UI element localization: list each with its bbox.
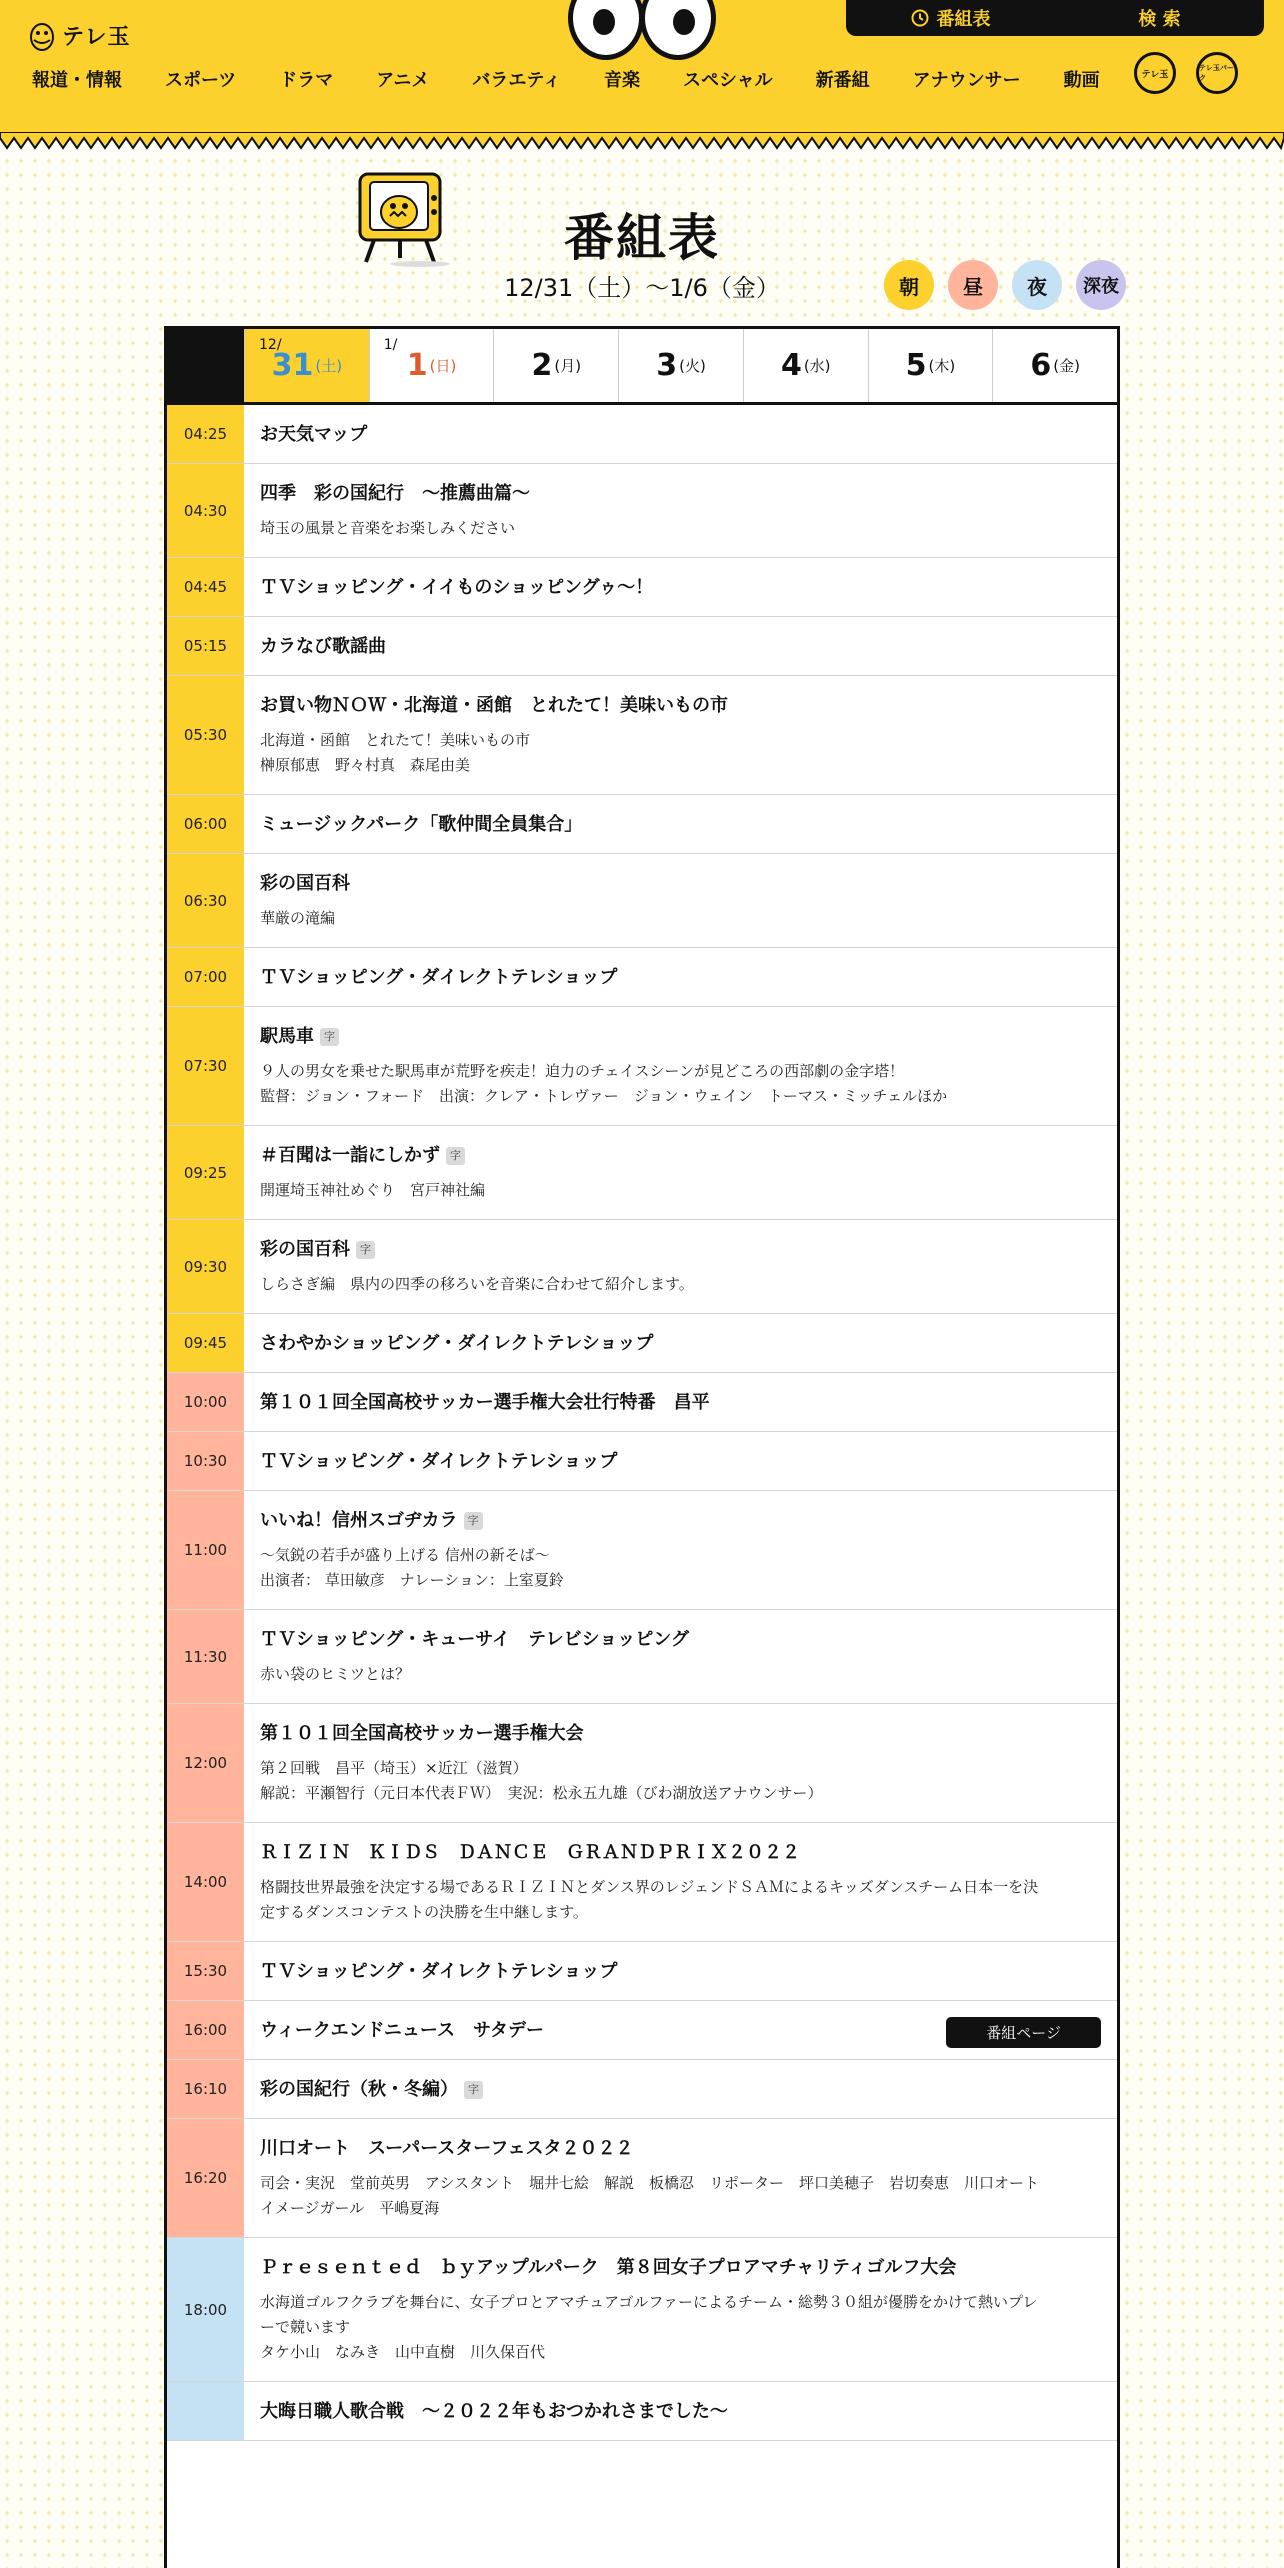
date-range: 12/31（土）〜1/6（金）: [504, 274, 780, 302]
program-row[interactable]: [167, 1432, 1117, 1491]
day-tab-month: 12/: [259, 337, 282, 353]
program-time: 04:25: [167, 405, 244, 463]
program-title[interactable]: ＴＶショッピング・ダイレクトテレショップ: [260, 1451, 618, 1472]
program-body: [244, 558, 1117, 616]
program-body: [244, 2238, 1117, 2381]
program-title-line: [260, 635, 1101, 659]
program-row[interactable]: [167, 1220, 1117, 1314]
program-time: 07:00: [167, 948, 244, 1006]
period-latenight-button[interactable]: 深夜: [1076, 260, 1126, 310]
program-description: しらさぎ編 県内の四季の移ろいを音楽に合わせて紹介します。: [260, 1275, 694, 1293]
program-body: [244, 795, 1117, 853]
program-body: [244, 1823, 1117, 1941]
search-link[interactable]: [1055, 5, 1264, 31]
program-title-line: [260, 694, 1101, 718]
nav-special[interactable]: スペシャル: [682, 70, 773, 91]
teletama-shop-icon[interactable]: テレ玉: [1134, 52, 1176, 94]
program-row[interactable]: [167, 1373, 1117, 1432]
header-icon-links: [1134, 52, 1238, 94]
day-tabs-corner: [167, 329, 244, 402]
program-description: 埼玉の風景と音楽をお楽しみください: [260, 519, 516, 537]
program-time: 18:00: [167, 2238, 244, 2381]
program-title-line: [260, 966, 1101, 990]
mascot-eyes: [568, 0, 712, 60]
program-description: 華厳の滝編: [260, 909, 336, 927]
subtitle-badge: 字: [446, 1147, 465, 1165]
program-title[interactable]: 第１０１回全国高校サッカー選手権大会壮行特番 昌平: [260, 1392, 710, 1413]
right-eye-icon: [640, 0, 716, 60]
program-title-line: [260, 2137, 1101, 2161]
program-title[interactable]: 川口オート スーパースターフェスタ２０２２: [260, 2138, 634, 2159]
program-row[interactable]: [167, 1610, 1117, 1704]
day-tab-date: 1: [406, 348, 428, 383]
nav-anime[interactable]: アニメ: [376, 70, 430, 91]
program-time: 06:30: [167, 854, 244, 947]
day-tab-weekday: (金): [1053, 357, 1080, 375]
program-title[interactable]: 彩の国百科: [260, 1239, 350, 1260]
period-evening-button[interactable]: 夜: [1012, 260, 1062, 310]
program-row[interactable]: [167, 854, 1117, 948]
program-row[interactable]: [167, 676, 1117, 795]
program-body: [244, 1942, 1117, 2000]
program-row[interactable]: [167, 2119, 1117, 2238]
nav-news[interactable]: 報道・情報: [32, 70, 122, 91]
program-title-line: [260, 1509, 1101, 1533]
program-body: [244, 676, 1117, 794]
program-time: 11:00: [167, 1491, 244, 1609]
top-utility-bar: [846, 0, 1264, 36]
program-title-line: [260, 1025, 1101, 1049]
program-title-line: [260, 2400, 1101, 2424]
period-noon-button[interactable]: 昼: [948, 260, 998, 310]
program-time: [167, 2382, 244, 2440]
subtitle-badge: 字: [320, 1028, 339, 1046]
program-time: 04:45: [167, 558, 244, 616]
nav-music[interactable]: 音楽: [603, 70, 640, 91]
program-title[interactable]: ＃百聞は一詣にしかず: [260, 1145, 440, 1166]
program-title[interactable]: ウィークエンドニュース サタデー: [260, 2020, 545, 2041]
program-body: [244, 2119, 1117, 2237]
program-body: [244, 2001, 1117, 2059]
nav-variety[interactable]: バラエティ: [472, 70, 561, 91]
program-description: 司会・実況 堂前英男 アシスタント 堀井七絵 解説 板橋忍 リポーター 坪口美穂子 岩切奏恵 川口オート イメージガール 平嶋夏海: [260, 2174, 1039, 2217]
program-title[interactable]: ＴＶショッピング・ダイレクトテレショップ: [260, 1961, 618, 1982]
site-header: [0, 0, 1284, 138]
program-row[interactable]: [167, 1007, 1117, 1126]
nav-drama[interactable]: ドラマ: [279, 70, 334, 91]
program-time: 05:30: [167, 676, 244, 794]
mascot-logo-icon: [28, 18, 56, 52]
program-title[interactable]: ミュージックパーク「歌仲間全員集合」: [260, 814, 583, 835]
program-time: 16:00: [167, 2001, 244, 2059]
day-tab-month: 1/: [383, 337, 398, 353]
day-tab-date: 2: [531, 348, 553, 383]
program-title-line: [260, 1628, 1101, 1652]
program-title-line: [260, 813, 1101, 837]
program-title-line: [260, 482, 1101, 506]
program-time: 09:45: [167, 1314, 244, 1372]
subtitle-badge: 字: [356, 1241, 375, 1259]
site-logo[interactable]: [28, 18, 131, 52]
schedule-link-label: 番組表: [936, 9, 991, 30]
search-link-label: 検 索: [1138, 9, 1181, 30]
day-tab-weekday: (土): [315, 357, 343, 375]
program-row[interactable]: [167, 558, 1117, 617]
program-row[interactable]: [167, 1942, 1117, 2001]
program-title[interactable]: ＴＶショッピング・ダイレクトテレショップ: [260, 967, 618, 988]
program-title-line: [260, 872, 1101, 896]
program-title[interactable]: 四季 彩の国紀行 ～推薦曲篇～: [260, 483, 530, 504]
clock-icon: [911, 9, 929, 27]
program-time: 09:30: [167, 1220, 244, 1313]
nav-announcers[interactable]: アナウンサー: [912, 70, 1021, 91]
program-description: 北海道・函館 とれたて！美味いもの市 榊原郁恵 野々村真 森尾由美: [260, 731, 531, 774]
period-morning-button[interactable]: 朝: [884, 260, 934, 310]
program-title-line: [260, 1841, 1101, 1865]
program-body: [244, 854, 1117, 947]
program-title[interactable]: 大晦日職人歌合戦 ～２０２２年もおつかれさまでした～: [260, 2401, 728, 2422]
program-title-line: [260, 1450, 1101, 1474]
program-time: 12:00: [167, 1704, 244, 1822]
program-body: [244, 1704, 1117, 1822]
program-title[interactable]: お買い物ＮＯＷ・北海道・函館 とれたて！美味いもの市: [260, 695, 728, 716]
program-title-line: [260, 576, 1101, 600]
program-row[interactable]: [167, 1823, 1117, 1942]
program-description: 第２回戦 昌平（埼玉）×近江（滋賀） 解説：平瀬智行（元日本代表ＦＷ） 実況：松永五九雄（びわ湖放送アナウンサー）: [260, 1759, 823, 1802]
program-time: 14:00: [167, 1823, 244, 1941]
program-title-line: [260, 423, 1101, 447]
program-row[interactable]: [167, 948, 1117, 1007]
program-row[interactable]: [167, 2238, 1117, 2382]
day-tab-date: 3: [656, 348, 678, 383]
program-body: [244, 405, 1117, 463]
day-tab-6[interactable]: [992, 329, 1117, 402]
program-description: 赤い袋のヒミツとは？: [260, 1665, 411, 1683]
program-title[interactable]: 駅馬車: [260, 1026, 314, 1047]
day-tab-date: 6: [1030, 348, 1052, 383]
day-tabs: [167, 329, 1117, 405]
day-tab-weekday: (日): [429, 357, 457, 375]
nav-sports[interactable]: スポーツ: [165, 70, 237, 91]
program-body: [244, 1007, 1117, 1125]
program-title[interactable]: ＴＶショッピング・イイものショッピングゥ～！: [260, 577, 654, 598]
program-time: 06:00: [167, 795, 244, 853]
program-time: 07:30: [167, 1007, 244, 1125]
program-title-line: [260, 2256, 1101, 2280]
program-title-line: [260, 1144, 1101, 1168]
program-body: [244, 2060, 1117, 2118]
program-title[interactable]: カラなび歌謡曲: [260, 636, 386, 657]
day-tab-date: 31: [271, 348, 314, 383]
teletama-park-icon[interactable]: テレ玉パーク: [1196, 52, 1238, 94]
program-row[interactable]: [167, 2060, 1117, 2119]
day-tab-weekday: (水): [803, 357, 831, 375]
program-row[interactable]: [167, 1126, 1117, 1220]
program-row[interactable]: [167, 617, 1117, 676]
program-title[interactable]: いいね！信州スゴヂカラ: [260, 1510, 458, 1531]
program-body: [244, 1373, 1117, 1431]
left-eye-icon: [568, 0, 644, 60]
program-body: [244, 1314, 1117, 1372]
day-tab-date: 4: [780, 348, 802, 383]
day-tab-4[interactable]: [743, 329, 868, 402]
program-title-line: [260, 1238, 1101, 1262]
program-time: 09:25: [167, 1126, 244, 1219]
program-title-line: [260, 2078, 1101, 2102]
program-time: 10:30: [167, 1432, 244, 1490]
program-time: 10:00: [167, 1373, 244, 1431]
program-row[interactable]: [167, 2001, 1117, 2060]
day-tab-weekday: (火): [679, 357, 706, 375]
program-title[interactable]: 彩の国百科: [260, 873, 350, 894]
logo-text: テレ玉: [62, 24, 131, 50]
program-description: 水海道ゴルフクラブを舞台に、女子プロとアマチュアゴルファーによるチーム・総勢３０組が優勝をかけて熱いプレ ーで競います タケ小山 なみき 山中直樹 川久保百代: [260, 2293, 1038, 2361]
schedule-link[interactable]: [846, 5, 1055, 31]
day-tab-weekday: (木): [928, 357, 956, 375]
program-row[interactable]: [167, 795, 1117, 854]
period-selector: [884, 260, 1126, 310]
program-title[interactable]: さわやかショッピング・ダイレクトテレショップ: [260, 1333, 654, 1354]
program-page-button[interactable]: 番組ページ: [946, 2017, 1101, 2048]
program-row[interactable]: [167, 1314, 1117, 1373]
day-tab-5[interactable]: [868, 329, 993, 402]
program-body: [244, 1126, 1117, 1219]
subtitle-badge: 字: [464, 1512, 483, 1530]
program-body: [244, 1220, 1117, 1313]
program-title[interactable]: Ｐｒｅｓｅｎｔｅｄ ｂｙアップルパーク 第８回女子プロアマチャリティゴルフ大会: [260, 2257, 957, 2278]
program-time: 15:30: [167, 1942, 244, 2000]
program-description: 格闘技世界最強を決定する場であるＲＩＺＩＮとダンス界のレジェンドＳＡＭによるキッズダンスチーム日本一を決 定するダンスコンテストの決勝を生中継します。: [260, 1878, 1039, 1921]
program-title[interactable]: 彩の国紀行（秋・冬編）: [260, 2079, 458, 2100]
program-title[interactable]: お天気マップ: [260, 424, 368, 445]
program-title-line: [260, 1960, 1101, 1984]
program-row[interactable]: [167, 405, 1117, 464]
program-body: [244, 2382, 1117, 2440]
program-row[interactable]: [167, 1704, 1117, 1823]
program-body: [244, 1432, 1117, 1490]
schedule-table: [164, 326, 1120, 2568]
program-title-line: [260, 1722, 1101, 1746]
program-time: 16:10: [167, 2060, 244, 2118]
program-time: 16:20: [167, 2119, 244, 2237]
program-description: ～気鋭の若手が盛り上げる 信州の新そば～ 出演者： 草田敏彦 ナレーション：上室夏鈴: [260, 1546, 564, 1589]
global-nav: [32, 66, 1143, 92]
header-zigzag-edge: [0, 132, 1284, 152]
program-body: [244, 464, 1117, 557]
program-row[interactable]: [167, 2382, 1117, 2441]
program-time: 04:30: [167, 464, 244, 557]
program-body: [244, 1491, 1117, 1609]
day-tab-1[interactable]: [369, 329, 494, 402]
nav-videos[interactable]: 動画: [1063, 70, 1100, 91]
day-tab-2[interactable]: [493, 329, 618, 402]
program-body: [244, 1610, 1117, 1703]
day-tab-0[interactable]: [244, 329, 369, 402]
page-title: 番組表: [564, 209, 720, 267]
program-body: [244, 948, 1117, 1006]
program-title-line: [260, 1391, 1101, 1415]
program-row[interactable]: [167, 1491, 1117, 1610]
program-list: [167, 405, 1117, 2441]
program-title[interactable]: 第１０１回全国高校サッカー選手権大会: [260, 1723, 584, 1744]
program-time: 05:15: [167, 617, 244, 675]
subtitle-badge: 字: [464, 2081, 483, 2099]
day-tab-weekday: (月): [554, 357, 582, 375]
program-title[interactable]: ＴＶショッピング・キューサイ テレビショッピング: [260, 1629, 689, 1650]
program-row[interactable]: [167, 464, 1117, 558]
program-title[interactable]: ＲＩＺＩＮ ＫＩＤＳ ＤＡＮＣＥ ＧＲＡＮＤＰＲＩＸ２０２２: [260, 1842, 800, 1863]
day-tab-3[interactable]: [618, 329, 743, 402]
program-title-line: [260, 1332, 1101, 1356]
program-description: 開運埼玉神社めぐり 宮戸神社編: [260, 1181, 486, 1199]
program-description: ９人の男女を乗せた駅馬車が荒野を疾走！迫力のチェイスシーンが見どころの西部劇の金字塔！ 監督：ジョン・フォード 出演：クレア・トレヴァー ジョン・ウェイン トーマス・ミッチェルほか: [260, 1062, 948, 1105]
program-time: 11:30: [167, 1610, 244, 1703]
program-body: [244, 617, 1117, 675]
day-tab-date: 5: [905, 348, 927, 383]
nav-new-programs[interactable]: 新番組: [815, 70, 870, 91]
